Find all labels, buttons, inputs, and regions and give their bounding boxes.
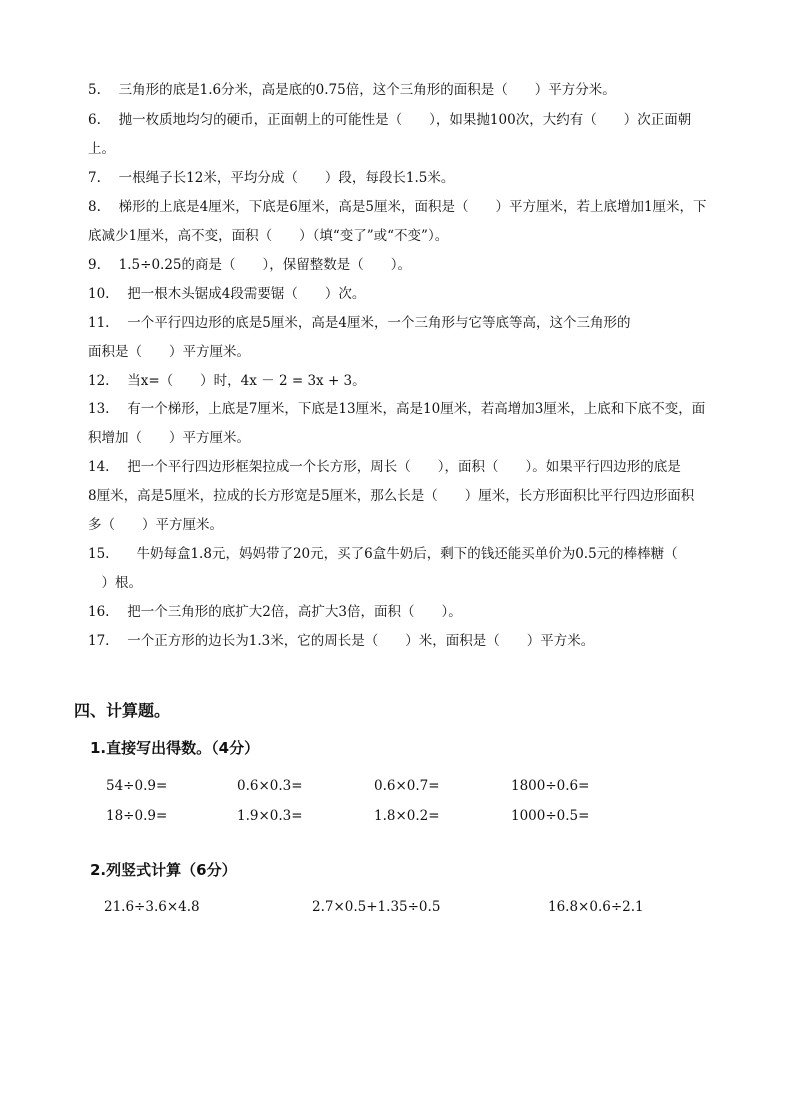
question-14-cont-2: 多（ ）平方厘米。 xyxy=(88,517,223,533)
question-14-cont-1: 8厘米，高是5厘米，拉成的长方形宽是5厘米，那么长是（ ）厘米，长方形面积比平行四边形面积 xyxy=(88,488,695,504)
question-6: 6. 抛一枚质地均匀的硬币，正面朝上的可能性是（ ），如果抛100次，大约有（ ）次正面朝 xyxy=(88,112,692,128)
question-17: 17. 一个正方形的边长为1.3米，它的周长是（ ）米，面积是（ ）平方米。 xyxy=(88,633,595,649)
question-10: 10. 把一根木头锯成4段需要锯（ ）次。 xyxy=(88,286,366,302)
oral-calc-item: 1800÷0.6= xyxy=(511,778,590,794)
vertical-calc-item: 16.8×0.6÷2.1 xyxy=(548,899,644,915)
vertical-calc-item: 21.6÷3.6×4.8 xyxy=(104,899,200,915)
oral-calc-item: 1000÷0.5= xyxy=(511,808,590,824)
oral-calc-item: 1.8×0.2= xyxy=(374,808,440,824)
question-15-cont: ）根。 xyxy=(88,575,142,591)
question-11: 11. 一个平行四边形的底是5厘米，高是4厘米，一个三角形与它等底等高，这个三角形的 xyxy=(88,315,631,331)
question-5: 5. 三角形的底是1.6分米，高是底的0.75倍，这个三角形的面积是（ ）平方分米。 xyxy=(88,82,616,98)
oral-calc-item: 0.6×0.7= xyxy=(374,778,440,794)
question-13-cont: 积增加（ ）平方厘米。 xyxy=(88,430,250,446)
question-7: 7. 一根绳子长12米，平均分成（ ）段，每段长1.5米。 xyxy=(88,170,455,186)
question-9: 9. 1.5÷0.25的商是（ ），保留整数是（ ）。 xyxy=(88,257,412,273)
part-2-title: 2.列竖式计算（6分） xyxy=(90,861,237,879)
part-1-title: 1.直接写出得数。（4分） xyxy=(90,739,260,757)
oral-calc-item: 54÷0.9= xyxy=(106,778,168,794)
vertical-calc-item: 2.7×0.5+1.35÷0.5 xyxy=(312,899,441,915)
question-16: 16. 把一个三角形的底扩大2倍，高扩大3倍，面积（ ）。 xyxy=(88,604,462,620)
question-8: 8. 梯形的上底是4厘米，下底是6厘米，高是5厘米，面积是（ ）平方厘米，若上底增加1厘米，下 xyxy=(88,199,707,215)
question-6-cont: 上。 xyxy=(88,141,115,157)
question-13: 13. 有一个梯形，上底是7厘米，下底是13厘米，高是10厘米，若高增加3厘米，上底和下底不变，面 xyxy=(88,401,706,417)
question-15: 15. 牛奶每盒1.8元，妈妈带了20元，买了6盒牛奶后，剩下的钱还能买单价为0.5元的棒棒糖（ xyxy=(88,546,678,562)
section-4-title: 四、计算题。 xyxy=(74,701,171,720)
oral-calc-item: 1.9×0.3= xyxy=(237,808,303,824)
question-8-cont: 底减少1厘米，高不变，面积（ ）（填“变了”或“不变”）。 xyxy=(88,228,449,244)
question-11-cont: 面积是（ ）平方厘米。 xyxy=(88,344,250,360)
question-12: 12. 当x=（ ）时，4x － 2 = 3x + 3。 xyxy=(88,373,366,389)
question-14: 14. 把一个平行四边形框架拉成一个长方形，周长（ ），面积（ ）。如果平行四边形的底是 xyxy=(88,459,681,475)
oral-calc-item: 18÷0.9= xyxy=(106,808,168,824)
oral-calc-item: 0.6×0.3= xyxy=(237,778,303,794)
